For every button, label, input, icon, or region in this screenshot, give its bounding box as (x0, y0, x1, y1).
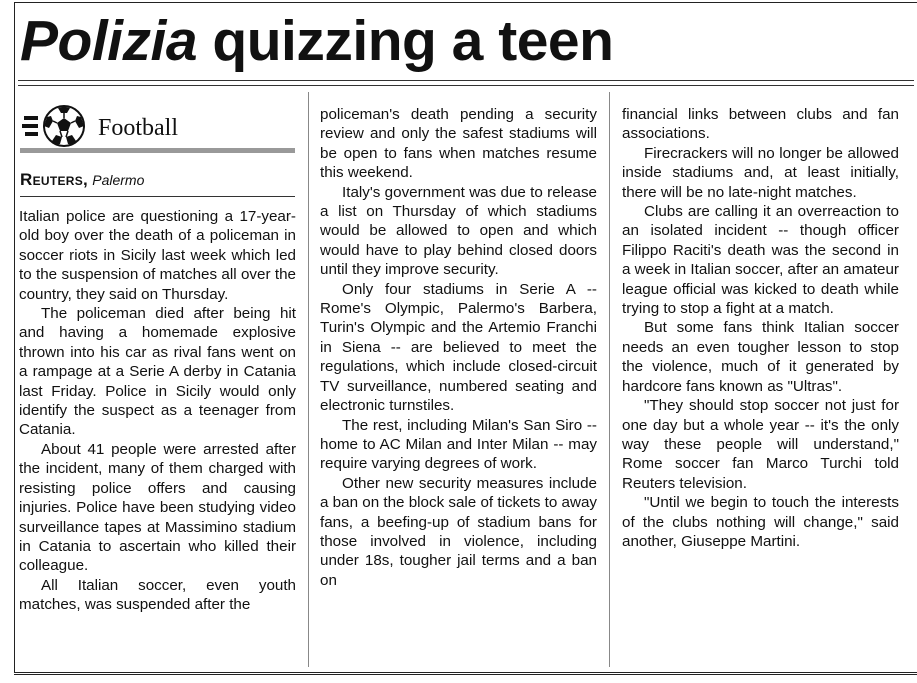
paragraph: The rest, including Milan's San Siro -- home to AC Milan and Inter Milan -- may require varying degrees of work. (320, 416, 597, 473)
paragraph: About 41 people were arrested after the incident, many of them charged with resisting police offers and causing injuries. Police have been studying video surveillance tapes at Massimino stadium in Catania to ascertain who killed their colleague. (19, 440, 296, 575)
paragraph: The policeman died after being hit and having a homemade explosive thrown into his car as rival fans went on a rampage at a Serie A derby in Catania last Friday. Police in Sicily would only identify the suspect as a teenager from Catania. (19, 305, 296, 439)
dateline-agency: Reuters, (20, 170, 89, 189)
frame-top-rule (14, 2, 917, 3)
paragraph: Italy's government was due to release a list on Thursday of which stadiums would be allowed to open and which would have to play behind closed doors until they improve security. (320, 183, 597, 279)
paragraph: But some fans think Italian soccer needs an even tougher lesson to stop the violence, much of it generated by hardcore fans known as "Ultras". (622, 319, 899, 395)
frame-left-rule (14, 2, 15, 672)
paragraph: Only four stadiums in Serie A -- Rome's Olympic, Palermo's Barbera, Turin's Olympic and the Artemio Franchi in Siena -- are believed to meet the regulations, which include closed-circuit TV surveillance, numbered seating and electronic turnstiles. (320, 280, 597, 415)
article-column-2 (320, 105, 597, 590)
paragraph: Firecrackers will no longer be allowed inside stadiums and, at least initially, there will be no late-night matches. (622, 144, 899, 201)
dateline-place: Palermo (92, 172, 145, 188)
headline-double-rule (18, 80, 914, 86)
frame-bottom-rule (14, 672, 917, 675)
column-separator-1 (308, 92, 309, 667)
paragraph: "Until we begin to touch the interests of the clubs nothing will change," said another, Giuseppe Martini. (622, 494, 899, 550)
paragraph: policeman's death pending a security review and only the safest stadiums will be open to fans when matches resume this weekend. (320, 106, 597, 182)
paragraph: All Italian soccer, even youth matches, was suspended after the (19, 576, 296, 614)
paragraph: Other new security measures include a ban on the block sale of tickets to away fans, a beefing-up of stadium bans for those involved in violence, including under 18s, tougher jail terms and a ban on (320, 474, 597, 589)
article-column-3 (622, 105, 899, 551)
dateline (20, 171, 144, 190)
dateline-rule (20, 196, 295, 197)
paragraph: Italian police are questioning a 17-year-old boy over the death of a policeman in soccer riots in Sicily last week which led to the suspension of matches all over the country, they said on Thursday. (19, 208, 296, 303)
soccer-ball-icon (22, 104, 92, 148)
headline-rest: quizzing a teen (212, 9, 614, 73)
section-header (20, 104, 295, 150)
headline (20, 6, 613, 76)
section-title: Football (98, 115, 179, 141)
column-separator-2 (609, 92, 610, 667)
paragraph: financial links between clubs and fan associations. (622, 106, 899, 143)
headline-italic: Polizia (20, 9, 198, 73)
paragraph: "They should stop soccer not just for one day but a whole year -- it's the only way these people will understand," Rome soccer fan Marco Turchi told Reuters television. (622, 397, 899, 492)
section-rule (20, 148, 295, 153)
paragraph: Clubs are calling it an overreaction to an isolated incident -- though officer Filippo Raciti's death was the second in a week in Italian soccer, after an amateur league official was kicked to death while trying to stop a fight at a match. (622, 203, 899, 318)
article-column-1 (19, 207, 296, 615)
